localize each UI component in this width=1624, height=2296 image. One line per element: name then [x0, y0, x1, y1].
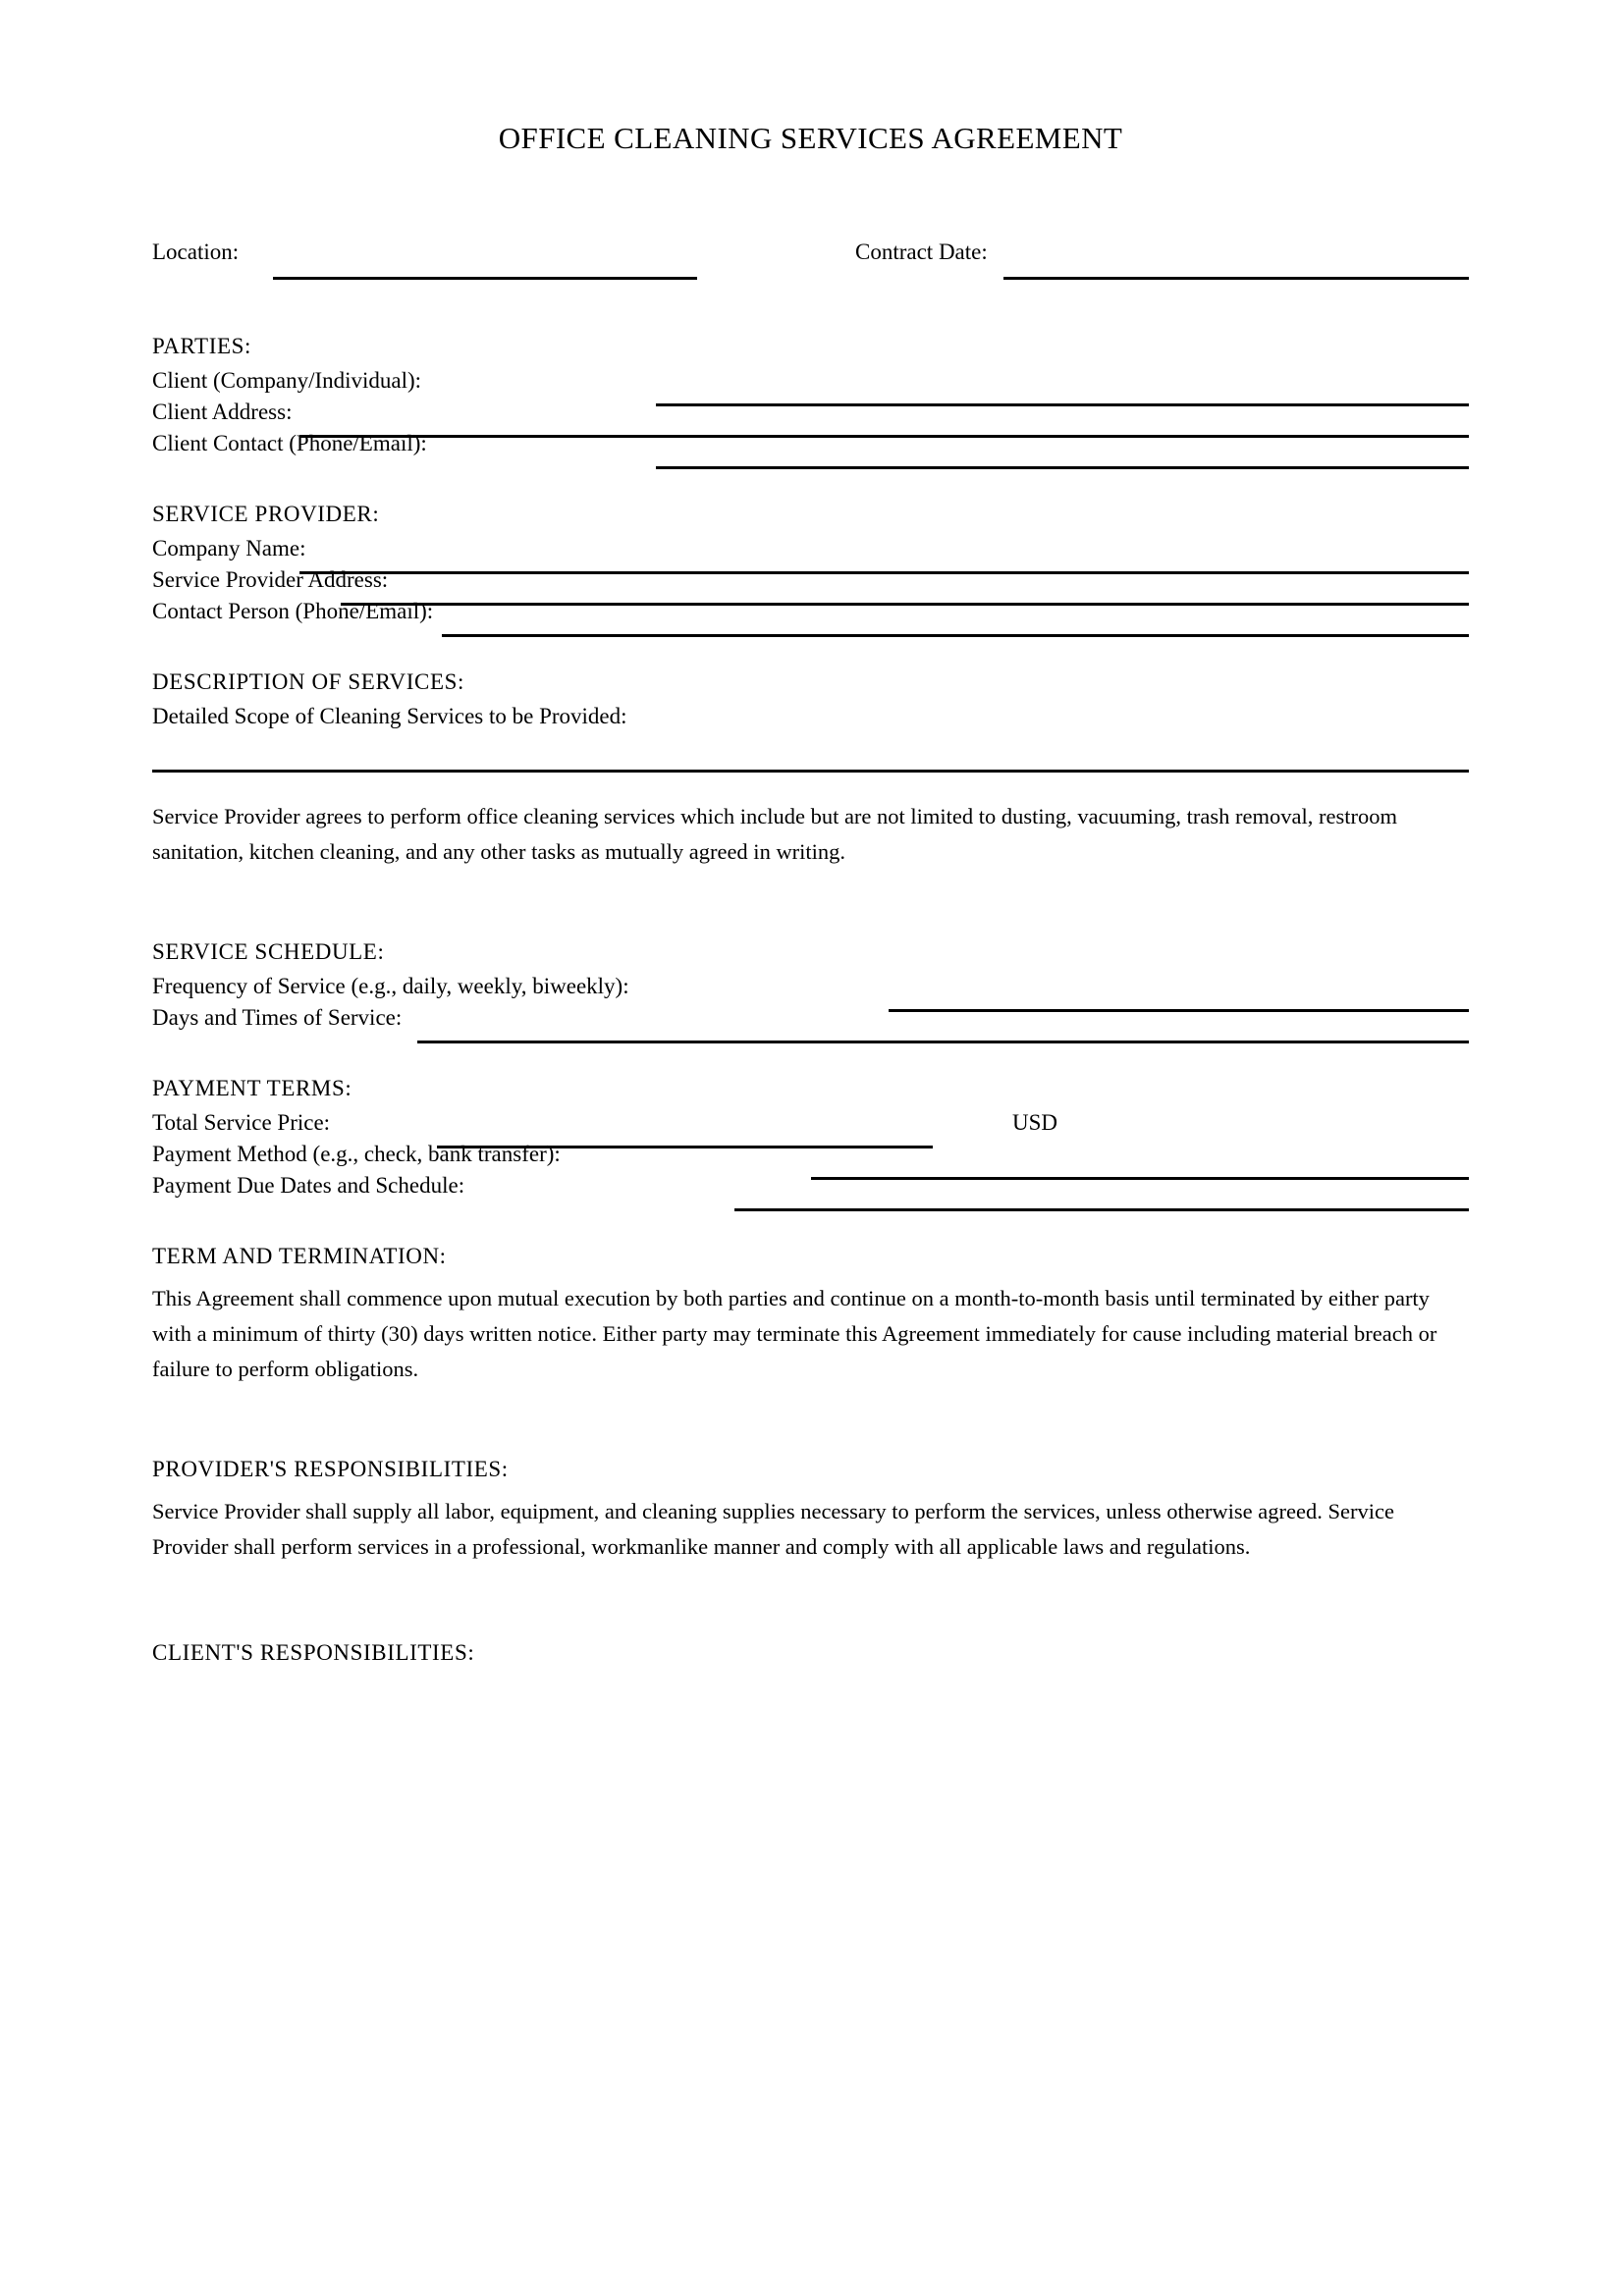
field-row-payment-method — [152, 1143, 1469, 1174]
field-row-detailed-scope — [152, 705, 1469, 736]
providers-responsibilities-body: Service Provider shall supply all labor, equipment, and cleaning supplies necessary to perform the services, unless otherwise agreed. Service Provider shall perform services in a professional, workmanlike manner and comply with all applicable laws and regulations. — [152, 1498, 1394, 1559]
document-body — [152, 0, 1469, 2296]
section-heading-service-schedule: SERVICE SCHEDULE: — [152, 938, 385, 964]
term-and-termination-body: This Agreement shall commence upon mutual execution by both parties and continue on a month-to-month basis until terminated by either party with a minimum of thirty (30) days written notice. Either party may terminate this Agreement immediately for cause including material breach or failure to perform obligations. — [152, 1285, 1437, 1381]
field-row-frequency-of-service — [152, 975, 1469, 1006]
payment-method-label: Payment Method (e.g., check, bank transfer): — [152, 1141, 561, 1166]
field-row-contact-person — [152, 600, 1469, 631]
payment-due-dates-blank-line[interactable] — [734, 1208, 1469, 1211]
field-row-payment-due-dates — [152, 1174, 1469, 1205]
field-row-days-times-of-service — [152, 1006, 1469, 1038]
field-row-service-provider-address — [152, 568, 1469, 600]
section-heading-providers-responsibilities: PROVIDER'S RESPONSIBILITIES: — [152, 1456, 509, 1481]
field-row-company-name — [152, 537, 1469, 568]
detailed-scope-label: Detailed Scope of Cleaning Services to be Provided: — [152, 703, 627, 728]
client-contact-label: Client Contact (Phone/Email): — [152, 430, 427, 455]
section-heading-term-and-termination: TERM AND TERMINATION: — [152, 1243, 447, 1268]
company-name-label: Company Name: — [152, 535, 306, 561]
header-field-row — [152, 240, 1469, 274]
contact-person-label: Contact Person (Phone/Email): — [152, 598, 434, 623]
field-row-client-address — [152, 400, 1469, 432]
client-contact-blank-line[interactable] — [656, 466, 1469, 469]
days-times-of-service-label: Days and Times of Service: — [152, 1004, 403, 1030]
section-heading-payment-terms: PAYMENT TERMS: — [152, 1075, 352, 1100]
field-row-client-name — [152, 369, 1469, 400]
frequency-of-service-label: Frequency of Service (e.g., daily, weekly, biweekly): — [152, 973, 629, 998]
days-times-of-service-blank-line[interactable] — [417, 1041, 1469, 1043]
location-blank-line[interactable] — [273, 277, 697, 280]
field-row-total-service-price — [152, 1111, 1469, 1143]
contact-person-blank-line[interactable] — [442, 634, 1469, 637]
section-heading-description-of-services: DESCRIPTION OF SERVICES: — [152, 668, 464, 694]
client-company-individual-label: Client (Company/Individual): — [152, 367, 422, 393]
contract-date-blank-line[interactable] — [1003, 277, 1469, 280]
field-row-client-contact — [152, 432, 1469, 463]
page-title: OFFICE CLEANING SERVICES AGREEMENT — [498, 121, 1123, 155]
section-heading-parties: PARTIES: — [152, 333, 251, 358]
payment-due-dates-label: Payment Due Dates and Schedule: — [152, 1172, 465, 1198]
client-address-label: Client Address: — [152, 399, 293, 424]
description-of-services-body: Service Provider agrees to perform office cleaning services which include but are not limited to dusting, vacuuming, trash removal, restroom sanitation, kitchen cleaning, and any other tasks as mutually agreed in writing. — [152, 803, 1397, 864]
location-label: Location: — [152, 239, 240, 264]
currency-label-usd: USD — [1012, 1109, 1058, 1135]
contract-date-label: Contract Date: — [855, 239, 988, 264]
service-provider-address-label: Service Provider Address: — [152, 566, 389, 592]
section-heading-clients-responsibilities: CLIENT'S RESPONSIBILITIES: — [152, 1639, 475, 1665]
total-service-price-label: Total Service Price: — [152, 1109, 331, 1135]
section-heading-service-provider: SERVICE PROVIDER: — [152, 501, 380, 526]
